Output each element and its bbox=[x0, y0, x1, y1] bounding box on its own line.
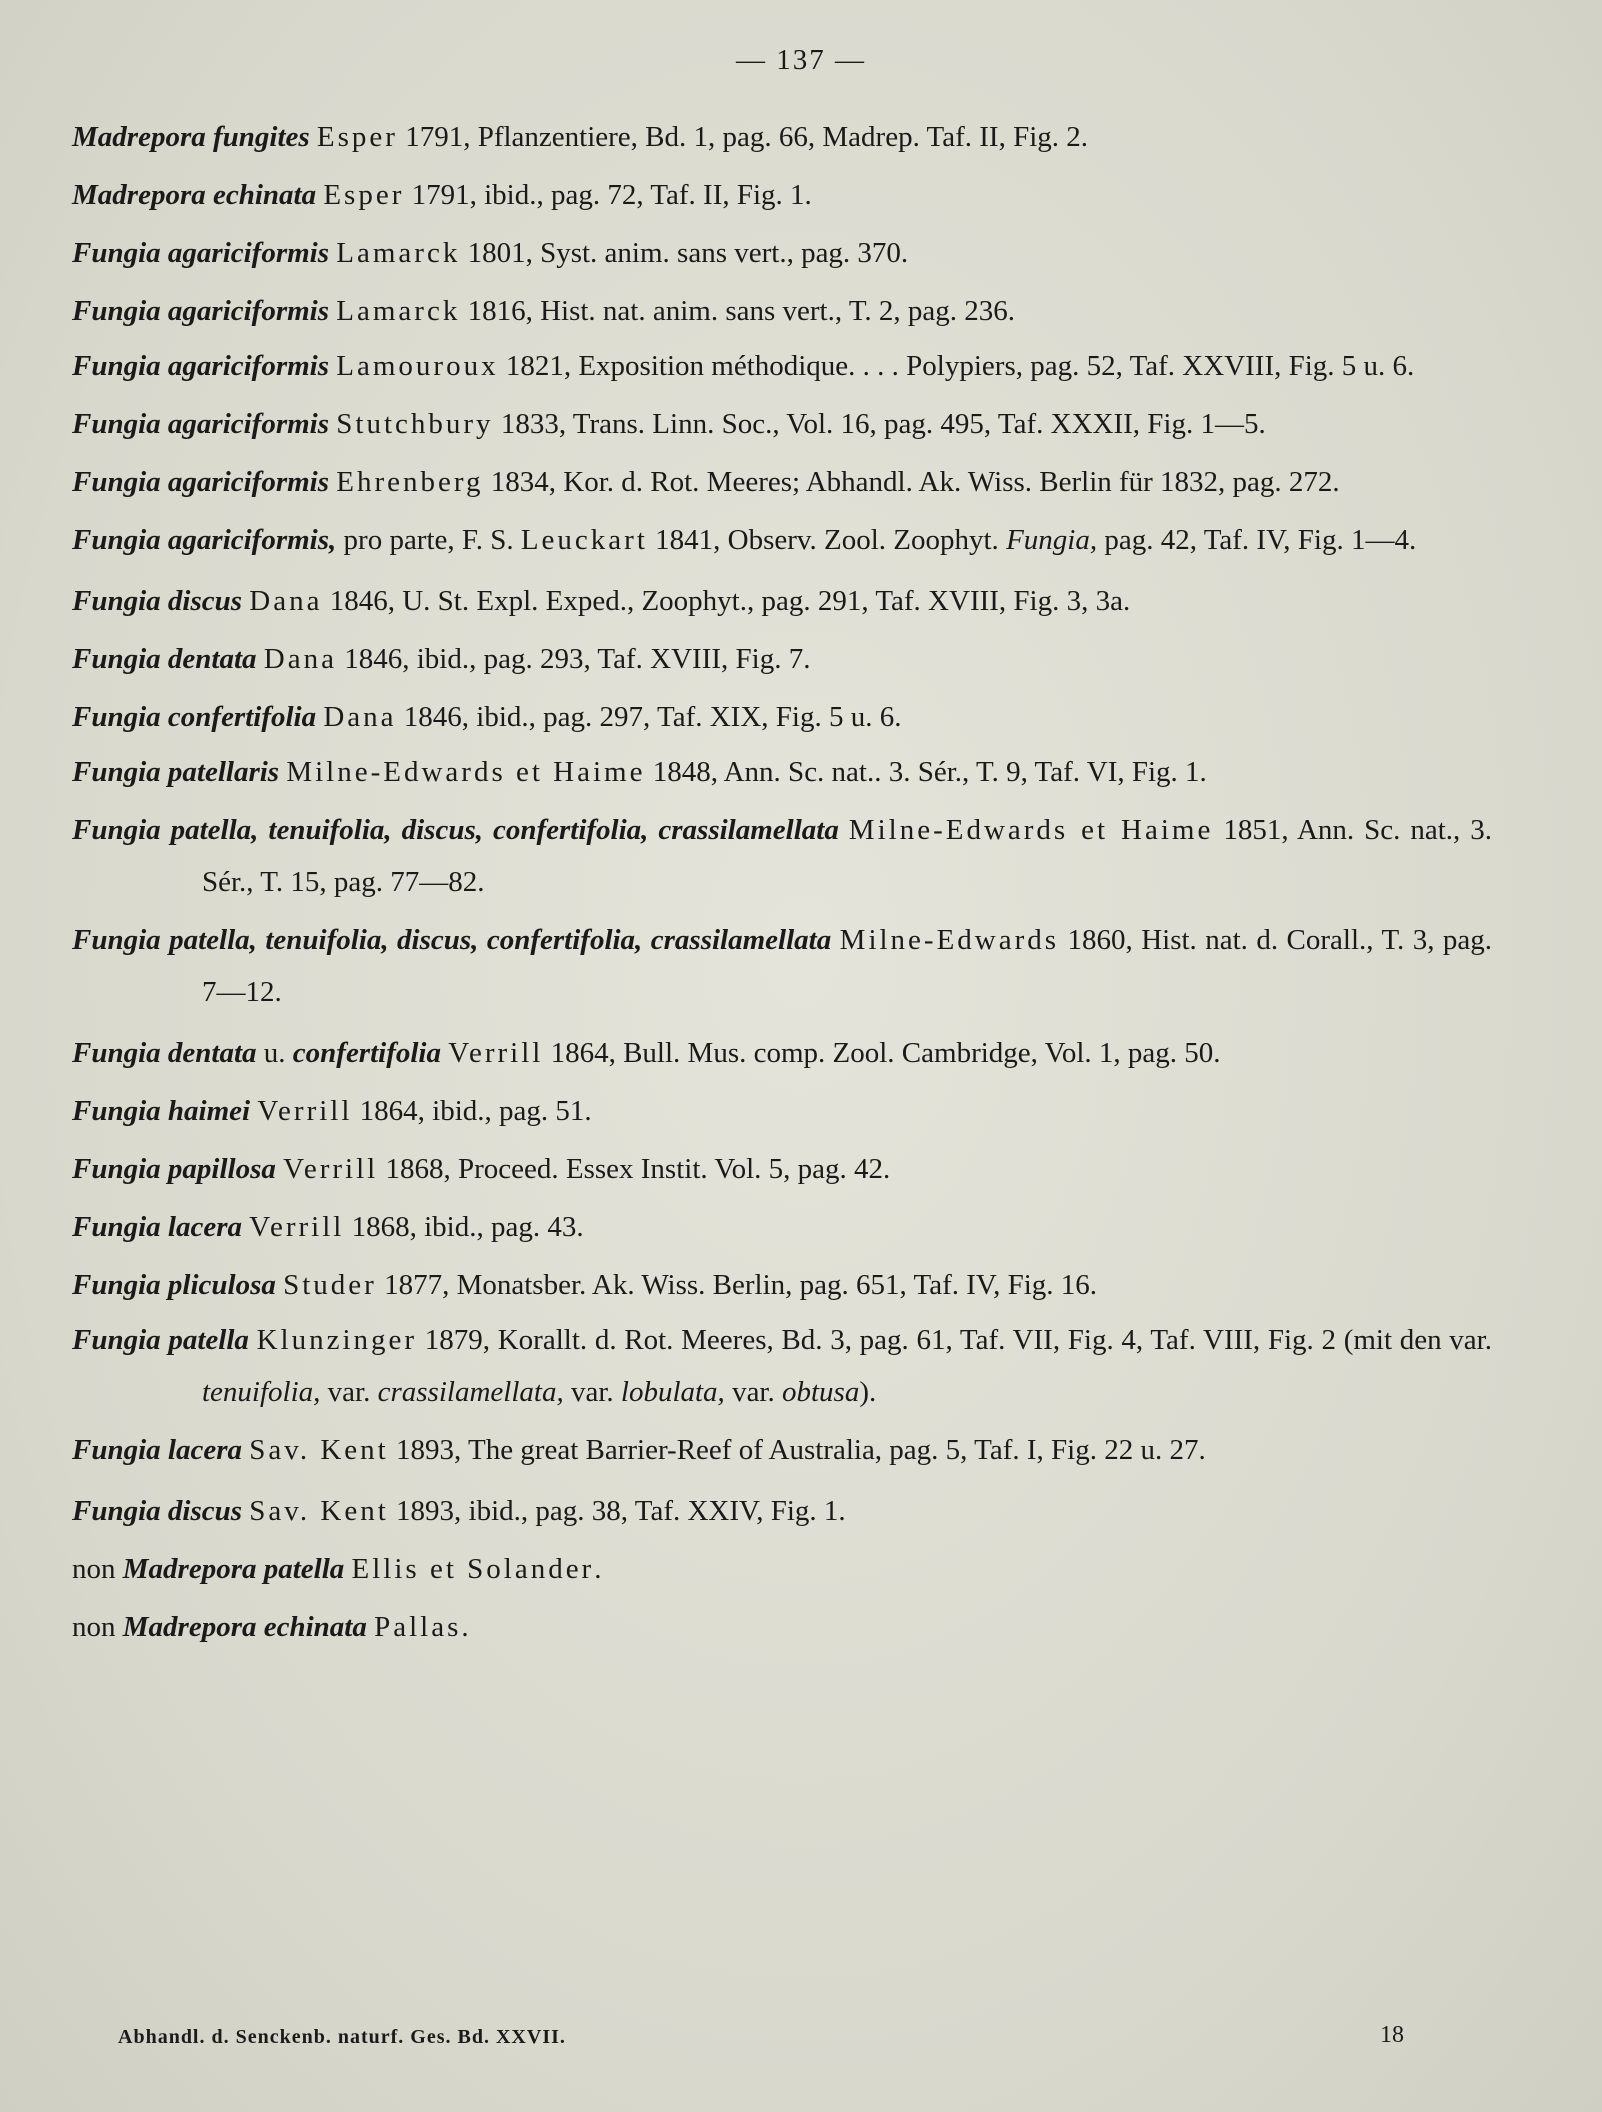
reference: 1860, Hist. nat. d. Corall., T. 3, pag. 7—12. bbox=[202, 924, 1493, 1008]
taxon-name: Madrepora patella bbox=[122, 1553, 345, 1585]
list-item bbox=[72, 398, 1492, 450]
taxon-name: Madrepora fungites bbox=[72, 121, 310, 153]
taxon-name: Madrepora echinata bbox=[72, 179, 317, 211]
reference: 1893, The great Barrier-Reef of Australia, pag. 5, Taf. I, Fig. 22 u. 27. bbox=[388, 1434, 1206, 1466]
reference: 1879, Korallt. d. Rot. Meeres, Bd. 3, pag. 61, Taf. VII, Fig. 4, Taf. VIII, Fig. 2 (mit den var. bbox=[417, 1324, 1492, 1356]
list-item bbox=[72, 630, 1492, 688]
reference: 1833, Trans. Linn. Soc., Vol. 16, pag. 495, Taf. XXXII, Fig. 1—5. bbox=[493, 408, 1266, 440]
author: Sav. Kent bbox=[249, 1434, 389, 1466]
list-item bbox=[72, 746, 1492, 798]
author: Dana bbox=[263, 643, 337, 675]
author: Stutchbury bbox=[336, 408, 494, 440]
taxon-name: Fungia dentata bbox=[72, 1037, 257, 1069]
taxon-name: Fungia agariciformis bbox=[72, 466, 330, 498]
author: Verrill bbox=[448, 1037, 544, 1069]
list-item bbox=[72, 224, 1492, 282]
list-item bbox=[72, 1082, 1492, 1140]
author: Esper bbox=[323, 179, 405, 211]
author: Verrill bbox=[283, 1153, 379, 1185]
list-item bbox=[72, 1024, 1492, 1082]
taxon-name: Fungia lacera bbox=[72, 1434, 242, 1466]
reference: 1846, ibid., pag. 293, Taf. XVIII, Fig. 7. bbox=[336, 643, 811, 675]
reference: pro parte, F. S. bbox=[336, 524, 521, 556]
reference: 1893, ibid., pag. 38, Taf. XXIV, Fig. 1. bbox=[388, 1495, 846, 1527]
list-item bbox=[72, 340, 1492, 392]
taxon-name: Fungia haimei bbox=[72, 1095, 251, 1127]
italic-term: Fungia, bbox=[1006, 524, 1098, 556]
taxon-name: Madrepora echinata bbox=[122, 1611, 367, 1643]
list-item bbox=[72, 914, 1492, 1018]
synonymy-list bbox=[72, 108, 1492, 1656]
author: Ehrenberg bbox=[336, 466, 484, 498]
list-item bbox=[72, 1598, 1492, 1656]
list-item bbox=[72, 456, 1492, 508]
variety-name: obtusa bbox=[782, 1376, 860, 1408]
variety-connector: var. bbox=[724, 1376, 782, 1408]
list-item bbox=[72, 804, 1492, 908]
reference: 1848, Ann. Sc. nat.. 3. Sér., T. 9, Taf. VI, Fig. 1. bbox=[645, 756, 1207, 788]
reference: 1851, Ann. Sc. nat., 3. Sér., T. 15, pag. 77—82. bbox=[202, 814, 1492, 898]
reference: pag. 42, Taf. IV, Fig. 1—4. bbox=[1097, 524, 1417, 556]
variety-name: tenuifolia, bbox=[202, 1376, 321, 1408]
author: Lamarck bbox=[336, 295, 461, 327]
author: Sav. Kent bbox=[249, 1495, 389, 1527]
list-item bbox=[72, 1424, 1492, 1476]
page-number: — 137 — bbox=[736, 44, 866, 76]
reference: 1877, Monatsber. Ak. Wiss. Berlin, pag. 651, Taf. IV, Fig. 16. bbox=[376, 1269, 1098, 1301]
reference: 1801, Syst. anim. sans vert., pag. 370. bbox=[460, 237, 909, 269]
taxon-name: Fungia agariciformis, bbox=[72, 524, 337, 556]
list-item bbox=[72, 514, 1492, 566]
conjunction: u. bbox=[256, 1037, 293, 1069]
author: Studer bbox=[283, 1269, 377, 1301]
journal-citation: Abhandl. d. Senckenb. naturf. Ges. Bd. XXVII. bbox=[118, 2026, 566, 2048]
reference-end: ). bbox=[859, 1376, 877, 1408]
taxon-name: Fungia patellaris bbox=[72, 756, 280, 788]
reference: 1846, U. St. Expl. Exped., Zoophyt., pag. 291, Taf. XVIII, Fig. 3, 3a. bbox=[322, 585, 1131, 617]
author: Milne-Edwards bbox=[839, 924, 1060, 956]
taxon-name: Fungia agariciformis bbox=[72, 295, 330, 327]
variety-connector: var. bbox=[563, 1376, 621, 1408]
taxon-name: Fungia agariciformis bbox=[72, 237, 330, 269]
author: Pallas bbox=[374, 1611, 462, 1643]
list-item bbox=[72, 1198, 1492, 1256]
list-item bbox=[72, 1140, 1492, 1198]
author: Leuckart bbox=[520, 524, 648, 556]
list-item bbox=[72, 1540, 1492, 1598]
author: Milne-Edwards et Haime bbox=[848, 814, 1214, 846]
entry-prefix: non bbox=[72, 1611, 123, 1643]
list-item bbox=[72, 1482, 1492, 1540]
reference: 1816, Hist. nat. anim. sans vert., T. 2, pag. 236. bbox=[460, 295, 1016, 327]
reference: 1864, ibid., pag. 51. bbox=[352, 1095, 592, 1127]
reference: 1834, Kor. d. Rot. Meeres; Abhandl. Ak. Wiss. Berlin für 1832, pag. 272. bbox=[483, 466, 1340, 498]
reference: 1868, ibid., pag. 43. bbox=[344, 1211, 584, 1243]
sheet-number: 18 bbox=[1380, 2022, 1404, 2048]
author: Lamarck bbox=[336, 237, 461, 269]
taxon-name: confertifolia bbox=[292, 1037, 441, 1069]
author: Dana bbox=[323, 701, 397, 733]
list-item bbox=[72, 1256, 1492, 1314]
taxon-name: Fungia confertifolia bbox=[72, 701, 317, 733]
author: Verrill bbox=[249, 1211, 345, 1243]
author: Ellis et Solander bbox=[351, 1553, 595, 1585]
list-item bbox=[72, 688, 1492, 746]
taxon-name: Fungia dentata bbox=[72, 643, 257, 675]
author: Lamouroux bbox=[336, 350, 499, 382]
taxon-name: Fungia papillosa bbox=[72, 1153, 276, 1185]
reference: 1868, Proceed. Essex Instit. Vol. 5, pag. 42. bbox=[378, 1153, 891, 1185]
taxon-name: Fungia patella, tenuifolia, discus, confertifolia, crassilamellata bbox=[72, 924, 832, 956]
reference: 1846, ibid., pag. 297, Taf. XIX, Fig. 5 u. 6. bbox=[396, 701, 902, 733]
taxon-name: Fungia pliculosa bbox=[72, 1269, 276, 1301]
taxon-name: Fungia lacera bbox=[72, 1211, 242, 1243]
author: Dana bbox=[249, 585, 323, 617]
variety-name: lobulata, bbox=[620, 1376, 725, 1408]
author: Milne-Edwards et Haime bbox=[286, 756, 646, 788]
list-item bbox=[72, 572, 1492, 630]
reference: . bbox=[461, 1611, 469, 1643]
list-item bbox=[72, 1314, 1492, 1418]
reference: 1841, Observ. Zool. Zoophyt. bbox=[647, 524, 1007, 556]
list-item bbox=[72, 282, 1492, 340]
entry-prefix: non bbox=[72, 1553, 123, 1585]
variety-connector: var. bbox=[320, 1376, 378, 1408]
author: Klunzinger bbox=[256, 1324, 418, 1356]
taxon-name: Fungia patella bbox=[72, 1324, 249, 1356]
taxon-name: Fungia discus bbox=[72, 1495, 243, 1527]
taxon-name: Fungia agariciformis bbox=[72, 350, 330, 382]
reference: 1791, Pflanzentiere, Bd. 1, pag. 66, Madrep. Taf. II, Fig. 2. bbox=[397, 121, 1089, 153]
author: Esper bbox=[316, 121, 398, 153]
reference: 1821, Exposition méthodique. . . . Polypiers, pag. 52, Taf. XXVIII, Fig. 5 u. 6. bbox=[498, 350, 1415, 382]
reference: . bbox=[594, 1553, 602, 1585]
reference: 1864, Bull. Mus. comp. Zool. Cambridge, Vol. 1, pag. 50. bbox=[543, 1037, 1221, 1069]
list-item bbox=[72, 108, 1492, 166]
taxon-name: Fungia discus bbox=[72, 585, 243, 617]
reference: 1791, ibid., pag. 72, Taf. II, Fig. 1. bbox=[404, 179, 812, 211]
list-item bbox=[72, 166, 1492, 224]
taxon-name: Fungia patella, tenuifolia, discus, confertifolia, crassilamellata bbox=[72, 814, 839, 846]
author: Verrill bbox=[257, 1095, 353, 1127]
taxon-name: Fungia agariciformis bbox=[72, 408, 330, 440]
variety-name: crassilamellata, bbox=[377, 1376, 564, 1408]
